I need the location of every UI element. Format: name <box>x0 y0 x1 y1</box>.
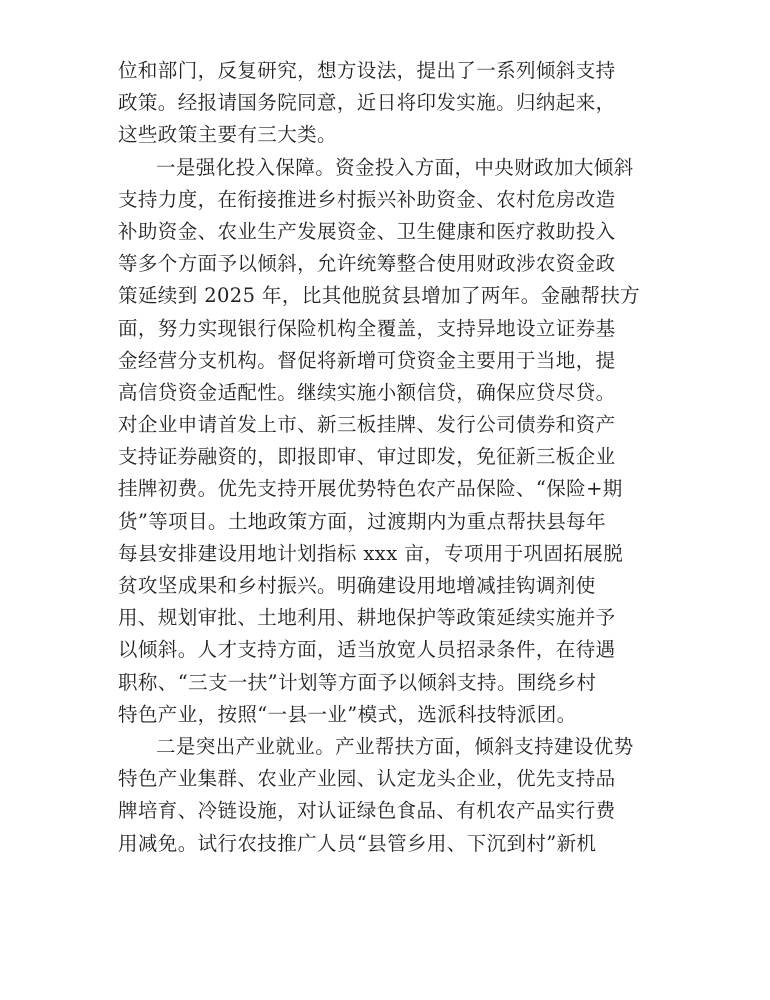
text-line: 对企业申请首发上市、新三板挂牌、发行公司债券和资产 <box>118 413 616 437</box>
text-line: 用、规划审批、土地利用、耕地保护等政策延续实施并予 <box>118 606 616 630</box>
text-line: 位和部门，反复研究，想方设法，提出了一系列倾斜支持 <box>118 59 616 82</box>
paragraph-industry-employment <box>118 731 636 860</box>
text-line: 贫攻坚成果和乡村振兴。明确建设用地增减挂钩调剂使 <box>118 574 596 597</box>
text-line: 政策。经报请国务院同意，近日将印发实施。归纳起来， <box>118 91 616 115</box>
text-line: 以倾斜。人才支持方面，适当放宽人员招录条件，在待遇 <box>118 638 616 662</box>
paragraph-intro <box>118 55 636 152</box>
text-line: 支持力度，在衔接推进乡村振兴补助资金、农村危房改造 <box>118 187 616 211</box>
text-line: 货”等项目。土地政策方面，过渡期内为重点帮扶县每年 <box>118 509 606 533</box>
text-line: 牌培育、冷链设施，对认证绿色食品、有机农产品实行费 <box>118 799 616 823</box>
text-line: 策延续到 2025 年，比其他脱贫县增加了两年。金融帮扶方 <box>118 284 641 308</box>
text-line: 等多个方面予以倾斜，允许统筹整合使用财政涉农资金政 <box>118 252 616 276</box>
text-line: 挂牌初费。优先支持开展优势特色农产品保险、“保险+期 <box>118 477 623 501</box>
text-line: 用减免。试行农技推广人员“县管乡用、下沉到村”新机 <box>118 831 597 855</box>
text-line: 高信贷资金适配性。继续实施小额信贷，确保应贷尽贷。 <box>118 380 616 404</box>
text-line: 特色产业，按照“一县一业”模式，选派科技特派团。 <box>118 702 577 726</box>
document-page <box>118 55 641 860</box>
text-line: 特色产业集群、农业产业园、认定龙头企业，优先支持品 <box>118 767 616 791</box>
text-line: 补助资金、农业生产发展资金、卫生健康和医疗救助投入 <box>118 219 616 243</box>
text-line: 一是强化投入保障。资金投入方面，中央财政加大倾斜 <box>156 155 634 179</box>
text-line: 每县安排建设用地计划指标 xxx 亩，专项用于巩固拓展脱 <box>118 541 624 565</box>
text-line: 职称、“三支一扶”计划等方面予以倾斜支持。围绕乡村 <box>118 670 597 694</box>
paragraph-investment-guarantee <box>118 152 641 731</box>
text-line: 面，努力实现银行保险机构全覆盖，支持异地设立证券基 <box>118 316 616 340</box>
text-line: 二是突出产业就业。产业帮扶方面，倾斜支持建设优势 <box>156 734 634 758</box>
text-line: 支持证券融资的，即报即审、审过即发，免征新三板企业 <box>118 445 616 469</box>
text-line: 这些政策主要有三大类。 <box>118 123 337 147</box>
text-line: 金经营分支机构。督促将新增可贷资金主要用于当地，提 <box>118 348 616 372</box>
